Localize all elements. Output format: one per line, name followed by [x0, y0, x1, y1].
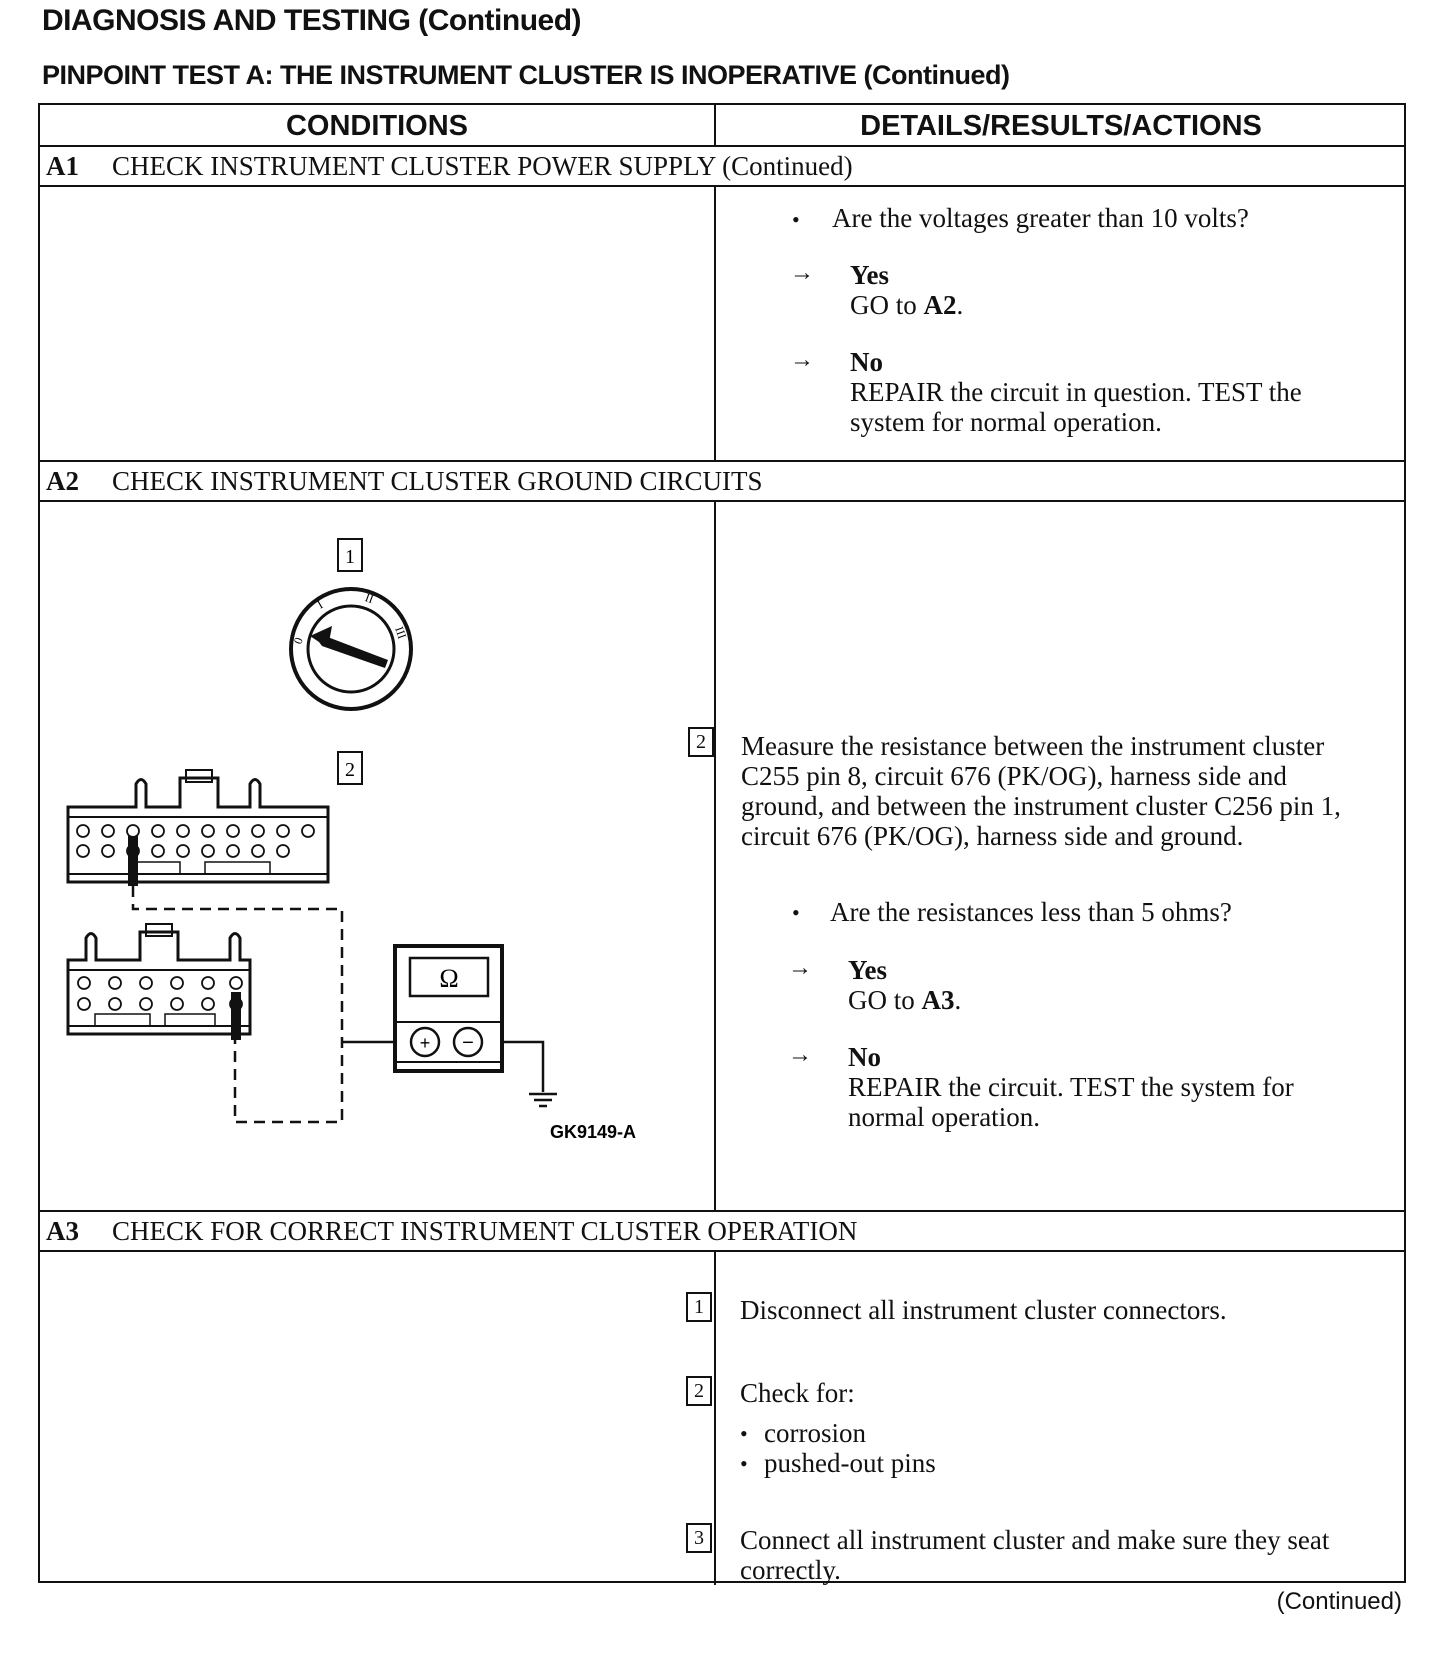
section-id: A2: [46, 466, 79, 496]
action-suffix: .: [956, 290, 964, 320]
arrow-right-icon: →: [788, 1042, 812, 1068]
pinpoint-test-table: [38, 103, 1406, 1583]
figure-id: GK9149-A: [549, 1122, 637, 1142]
a2-question: Are the resistances less than 5 ohms?: [830, 897, 1232, 927]
bullet-icon: •: [740, 1421, 748, 1446]
section-id: A1: [46, 151, 79, 181]
a1-question: Are the voltages greater than 10 volts?: [832, 203, 1249, 233]
section-header-a1: [46, 146, 853, 186]
section-title: CHECK INSTRUMENT CLUSTER POWER SUPPLY (Continued): [112, 151, 853, 181]
a2-yes-action: [848, 985, 961, 1015]
step-number-box: 2: [688, 727, 714, 757]
a2-no-label: No: [848, 1042, 881, 1072]
action-suffix: .: [954, 985, 962, 1015]
a1-no-label: No: [850, 347, 883, 377]
arrow-right-icon: →: [790, 347, 814, 373]
ohmmeter-icon: [395, 946, 502, 1071]
ignition-mark-2: II: [363, 590, 376, 607]
step-number-box: 2: [686, 1376, 712, 1406]
a3-bullet-pushed-out-pins: pushed-out pins: [764, 1448, 936, 1478]
plus-sign: +: [419, 1033, 431, 1053]
a3-step-2-text: Check for:: [740, 1378, 855, 1408]
bullet-icon: •: [740, 1451, 748, 1476]
bullet-icon: •: [792, 207, 800, 232]
section-header-a3: [46, 1211, 857, 1251]
a1-no-action: REPAIR the circuit in question. TEST the system for normal operation.: [850, 377, 1302, 437]
column-divider: [714, 185, 716, 462]
continued-footer: (Continued): [1276, 1588, 1402, 1615]
a3-step-3-text: Connect all instrument cluster and make sure they seat correctly.: [740, 1525, 1330, 1585]
a1-yes-action: [850, 290, 963, 320]
connector-c255-icon: [68, 770, 328, 886]
a3-step-1-text: Disconnect all instrument cluster connectors.: [740, 1295, 1227, 1325]
step-number-box: 1: [686, 1292, 712, 1322]
step-number-box: 3: [686, 1523, 712, 1553]
omega-icon: Ω: [439, 964, 459, 993]
column-header-details: DETAILS/RESULTS/ACTIONS: [860, 110, 1262, 142]
a2-yes-label: Yes: [848, 955, 887, 985]
section-title: CHECK FOR CORRECT INSTRUMENT CLUSTER OPERATION: [112, 1216, 858, 1246]
minus-sign: −: [462, 1032, 474, 1054]
a2-no-action: REPAIR the circuit. TEST the system for normal operation.: [848, 1072, 1294, 1132]
section-header-a2: [46, 461, 763, 501]
bullet-icon: •: [792, 900, 800, 925]
connector-c256-icon: [68, 924, 250, 1040]
section-title: CHECK INSTRUMENT CLUSTER GROUND CIRCUITS: [112, 466, 763, 496]
ground-icon: [502, 1042, 557, 1106]
a3-bullet-corrosion: corrosion: [764, 1418, 866, 1448]
action-target: A2: [923, 290, 957, 320]
figure-step-1: 1: [345, 546, 355, 568]
action-target: A3: [921, 985, 955, 1015]
column-header-conditions: CONDITIONS: [285, 110, 469, 142]
ignition-mark-3: III: [392, 624, 410, 641]
page-title: DIAGNOSIS AND TESTING (Continued): [42, 4, 582, 37]
action-text: GO to: [850, 290, 924, 320]
section-id: A3: [46, 1216, 79, 1246]
a2-step-text: Measure the resistance between the instrument cluster C255 pin 8, circuit 676 (PK/OG), harness side and ground, and between the instrument cluster C256 pin 1, circuit 676 (PK/OG), harness side and ground.: [741, 731, 1341, 851]
ignition-switch-icon: [291, 539, 411, 709]
arrow-right-icon: →: [788, 955, 812, 981]
arrow-right-icon: →: [790, 260, 814, 286]
action-text: GO to: [848, 985, 922, 1015]
ignition-mark-0: 0: [290, 635, 306, 646]
a2-wiring-figure: [40, 502, 714, 1210]
column-divider: [714, 500, 716, 1212]
column-divider: [714, 1250, 716, 1585]
figure-step-2: 2: [345, 759, 355, 781]
page-subtitle: PINPOINT TEST A: THE INSTRUMENT CLUSTER IS INOPERATIVE (Continued): [42, 60, 1010, 90]
ignition-mark-1: I: [314, 597, 326, 612]
a1-yes-label: Yes: [850, 260, 889, 290]
